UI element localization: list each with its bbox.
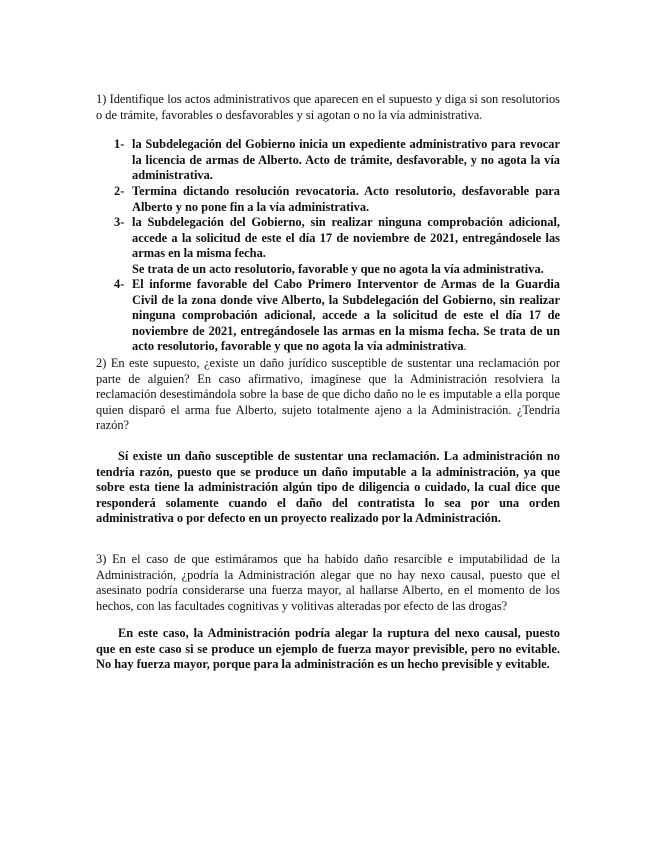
list-item-text [132, 277, 560, 355]
list-item-period: . [463, 339, 467, 354]
answer-2: Sí existe un daño susceptible de sustentar una reclamación. La administración no tendría razón, puesto que se produce un daño imputable a la administración, ya que sobre esta tiene la administración algún tipo de diligencia o cuidado, la cual dice que responderá solamente cuando el daño del contratista lo sea por una orden administrativa o por defecto en un proyecto realizado por la Administración. [96, 449, 560, 526]
list-item-4 [114, 277, 560, 355]
answer-3: En este caso, la Administración podría alegar la ruptura del nexo causal, puesto que en este caso si se produce un ejemplo de fuerza mayor previsible, pero no evitable. No hay fuerza mayor, porque para la administración es un hecho previsible y evitable. [96, 626, 560, 672]
list-number: 1- [114, 137, 125, 151]
list-item-text-bold: El informe favorable del Cabo Primero Interventor de Armas de la Guardia Civil de la zona donde vive Alberto, la Subdelegación del Gobierno, sin realizar ninguna comprobación adicional, accede a la solicitud de este el día 17 de noviembre de 2021, entregándosele las armas en la misma fecha. Se trata de un acto resolutorio, favorable y que no agota la vía administrativa [132, 277, 560, 354]
list-item-2 [114, 184, 560, 215]
list-item-text: Termina dictando resolución revocatoria. Acto resolutorio, desfavorable para Alberto y no pone fin a la vía administrativa. [132, 184, 560, 214]
list-item-1 [114, 137, 560, 184]
question-2: 2) En este supuesto, ¿existe un daño jurídico susceptible de sustentar una reclamación por parte de alguien? En caso afirmativo, imagínese que la Administración resolviera la reclamación desestimándola sobre la base de que dicho daño no le es imputable a ella porque quien disparó el arma fue Alberto, sujeto totalmente ajeno a la Administración. ¿Tendría razón? [96, 356, 560, 433]
question-3: 3) En el caso de que estimáramos que ha habido daño resarcible e imputabilidad de la Administración, ¿podría la Administración alegar que no hay nexo causal, puesto que el asesinato podría considerarse una fuerza mayor, al hallarse Alberto, en el momento de los hechos, con las facultades cognitivas y volitivas alteradas por efecto de las drogas? [96, 552, 560, 613]
list-item-note: Se trata de un acto resolutorio, favorable y que no agota la vía administrativa. [132, 261, 544, 276]
question-1: 1) Identifique los actos administrativos que aparecen en el supuesto y diga si son resolutorios o de trámite, favorables o desfavorables y si agotan o no la vía administrativa. [96, 92, 560, 122]
list-item-text: la Subdelegación del Gobierno inicia un expediente administrativo para revocar la licencia de armas de Alberto. Acto de trámite, desfavorable, y no agota la vía administrativa. [132, 137, 560, 183]
list-item-text: la Subdelegación del Gobierno, sin realizar ninguna comprobación adicional, accede a la solicitud de este el día 17 de noviembre de 2021, entregándosele las armas en la misma fecha. [132, 215, 560, 261]
list-number: 4- [114, 277, 125, 291]
list-number: 3- [114, 215, 125, 229]
list-item-3 [114, 215, 560, 277]
list-number: 2- [114, 184, 125, 198]
